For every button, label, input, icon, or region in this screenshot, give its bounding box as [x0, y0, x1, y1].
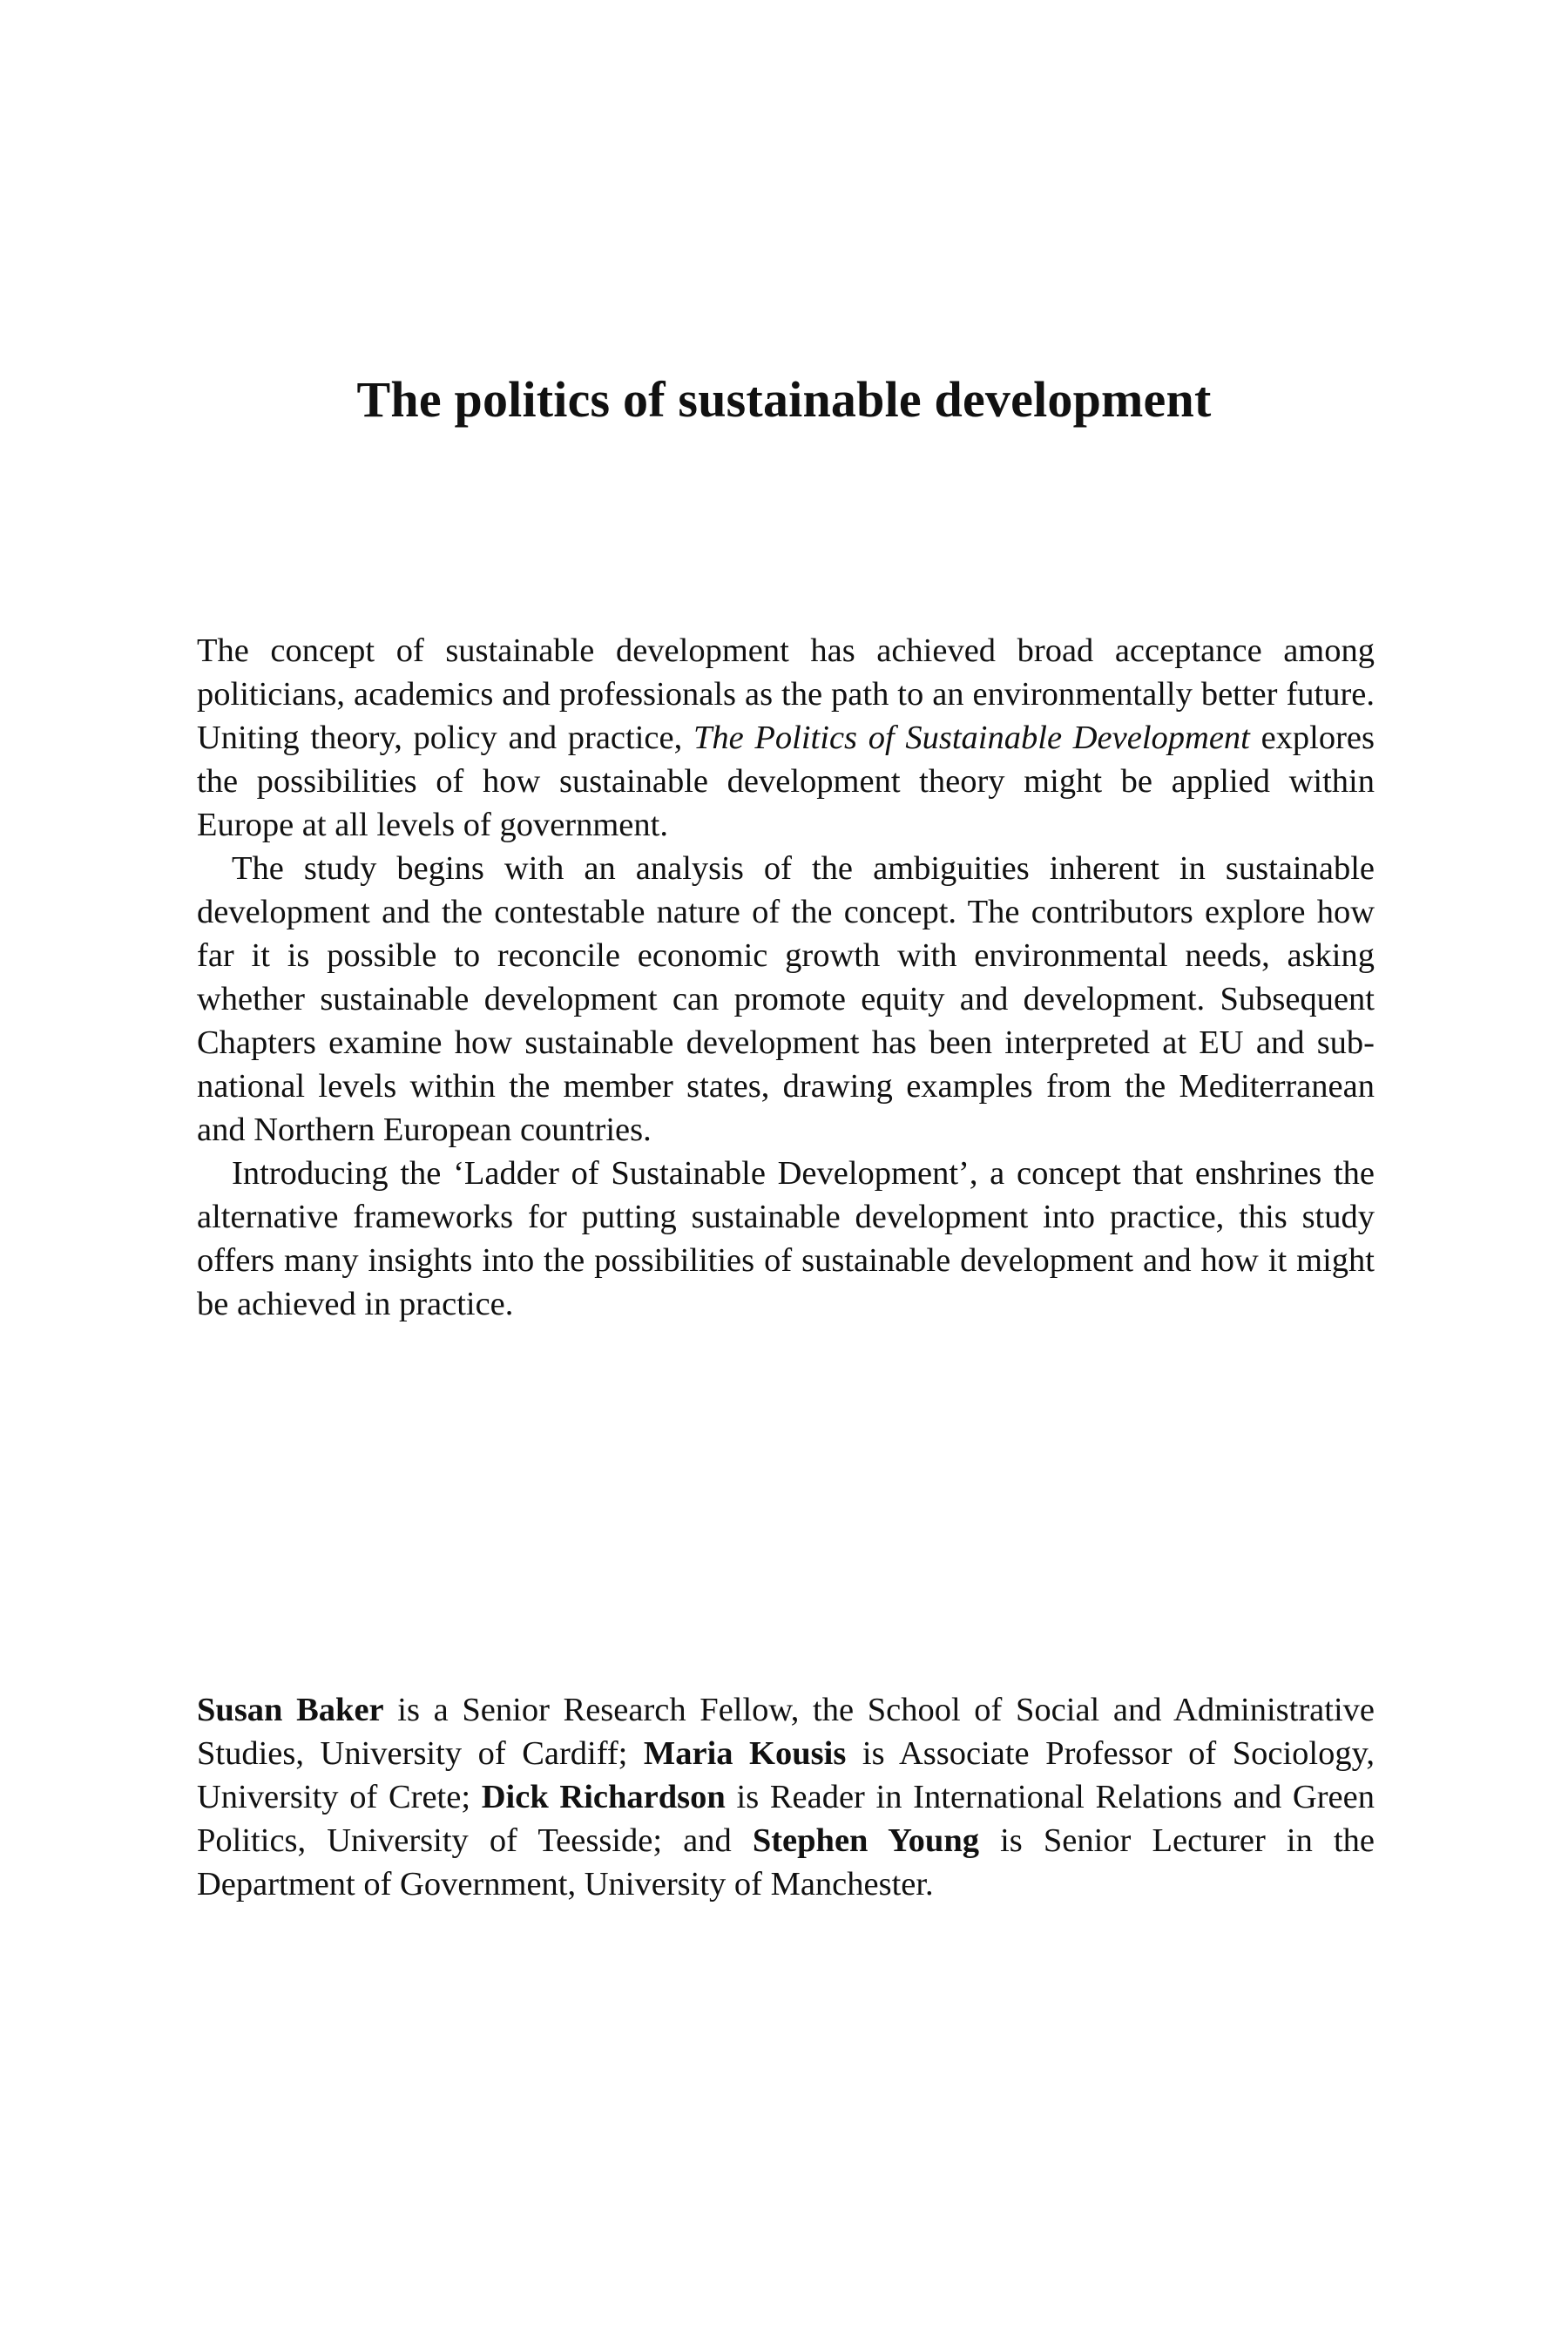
author-role: is Reader in International Relations and Green Politics, University of Teesside; and — [197, 1779, 1375, 1859]
author-name: Maria Kousis — [643, 1735, 847, 1772]
author-role: is Associate Professor of Sociology, University of Crete; — [197, 1735, 1375, 1815]
description-paragraph-1-end: explores the possibilities of how sustainable development theory might be applied within Europe at all levels of government. — [197, 720, 1375, 843]
description-paragraph-2: The study begins with an analysis of the ambiguities inherent in sustainable development and the contestable nature of the concept. The contributors explore how far it is possible to reconcile economic growth with environmental needs, asking whether sustainable development can promote equity and development. Subsequent Chapters examine how sustainable development has been interpreted at EU and sub-national levels within the member states, drawing examples from the Mediterranean and Northern European countries. — [197, 850, 1375, 1148]
author-bios — [197, 1688, 1375, 1906]
description-paragraph-1 — [197, 629, 1375, 847]
author-name: Susan Baker — [197, 1692, 384, 1728]
page-title: The politics of sustainable development — [356, 371, 1212, 428]
author-role: is a Senior Research Fellow, the School of Social and Administrative Studies, University of Cardiff; — [197, 1692, 1375, 1772]
author-name: Stephen Young — [752, 1822, 979, 1859]
description-paragraph-3: Introducing the ‘Ladder of Sustainable Development’, a concept that enshrines the alternative frameworks for putting sustainable development into practice, this study offers many insights into the possibilities of sustainable development and how it might be achieved in practice. — [197, 1155, 1375, 1322]
book-title-italic: The Politics of Sustainable Development — [693, 720, 1250, 756]
author-name: Dick Richardson — [481, 1779, 726, 1815]
book-description — [197, 629, 1375, 1326]
description-paragraph-1-start: The concept of sustainable development has achieved broad acceptance among politicians, academics and professionals as the path to an environmentally better future. Uniting theory, policy and practice, — [197, 632, 1375, 756]
author-role: is Senior Lecturer in the Department of Government, University of Manchester. — [197, 1822, 1375, 1903]
